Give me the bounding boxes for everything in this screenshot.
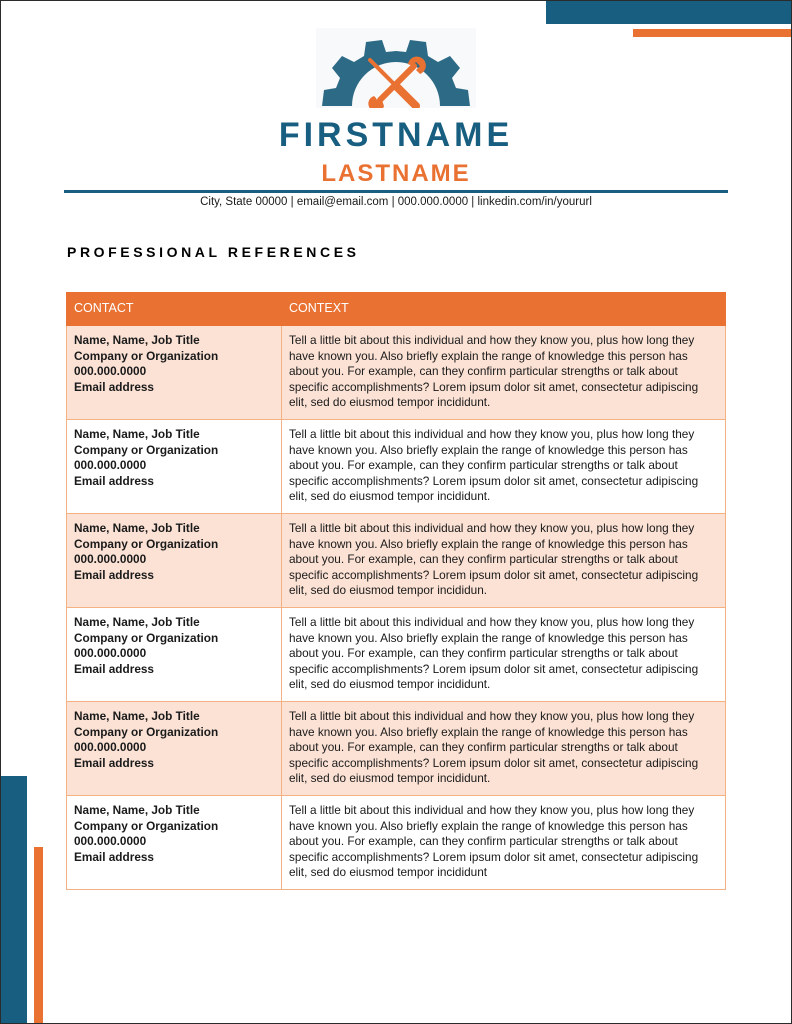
- reference-company: Company or Organization: [74, 724, 219, 739]
- contact-cell: [67, 702, 282, 796]
- context-cell: Tell a little bit about this individual and how they know you, plus how long they have known you. Also briefly explain the range of knowledge this person has about you. For example, can they confirm particular strengths or talk about specific accomplishments? Lorem ipsum dolor sit amet, consectetur adipiscing elit, sed do eiusmod tempor incididunt.: [282, 326, 726, 420]
- reference-name: Name, Name, Job Title: [74, 333, 200, 347]
- references-table: [66, 292, 726, 890]
- contact-cell: [67, 420, 282, 514]
- table-row: [67, 514, 726, 608]
- table-header-row: [67, 293, 726, 326]
- reference-email: Email address: [74, 755, 154, 770]
- reference-email: Email address: [74, 379, 154, 394]
- contact-cell: [67, 608, 282, 702]
- contact-info-line: City, State 00000 | email@email.com | 000.000.0000 | linkedin.com/in/yoururl: [200, 196, 592, 208]
- reference-name: Name, Name, Job Title: [74, 709, 200, 723]
- reference-phone: 000.000.0000: [74, 834, 147, 849]
- reference-phone: 000.000.0000: [74, 552, 147, 567]
- contact-cell: [67, 514, 282, 608]
- decorative-bar-top-blue: [546, 0, 792, 24]
- section-title: PROFESSIONAL REFERENCES: [67, 244, 360, 260]
- reference-phone: 000.000.0000: [74, 740, 147, 755]
- context-cell: Tell a little bit about this individual and how they know you, plus how long they have known you. Also briefly explain the range of knowledge this person has about you. For example, can they confirm particular strengths or talk about specific accomplishments? Lorem ipsum dolor sit amet, consectetur adipiscing elit, sed do eiusmod tempor incididunt.: [282, 420, 726, 514]
- contact-cell: [67, 326, 282, 420]
- reference-email: Email address: [74, 661, 154, 676]
- table-row: [67, 608, 726, 702]
- context-cell: Tell a little bit about this individual and how they know you, plus how long they have known you. Also briefly explain the range of knowledge this person has about you. For example, can they confirm particular strengths or talk about specific accomplishments? Lorem ipsum dolor sit amet, consectetur adipiscing elit, sed do eiusmod tempor incididun.: [282, 514, 726, 608]
- reference-company: Company or Organization: [74, 442, 219, 457]
- decorative-bar-left-blue: [0, 776, 27, 1024]
- column-header-context: CONTEXT: [282, 293, 726, 326]
- reference-email: Email address: [74, 849, 154, 864]
- column-header-contact: CONTACT: [67, 293, 282, 326]
- reference-phone: 000.000.0000: [74, 646, 147, 661]
- contact-cell: [67, 796, 282, 890]
- decorative-bar-top-orange: [633, 29, 792, 37]
- reference-company: Company or Organization: [74, 630, 219, 645]
- reference-email: Email address: [74, 567, 154, 582]
- gear-wrench-screwdriver-icon: [316, 28, 476, 108]
- reference-company: Company or Organization: [74, 818, 219, 833]
- table-row: [67, 702, 726, 796]
- reference-phone: 000.000.0000: [74, 458, 147, 473]
- reference-name: Name, Name, Job Title: [74, 803, 200, 817]
- reference-phone: 000.000.0000: [74, 364, 147, 379]
- table-row: [67, 420, 726, 514]
- header-divider: [64, 190, 728, 193]
- reference-email: Email address: [74, 473, 154, 488]
- reference-name: Name, Name, Job Title: [74, 427, 200, 441]
- reference-name: Name, Name, Job Title: [74, 615, 200, 629]
- context-cell: Tell a little bit about this individual and how they know you, plus how long they have known you. Also briefly explain the range of knowledge this person has about you. For example, can they confirm particular strengths or talk about specific accomplishments? Lorem ipsum dolor sit amet, consectetur adipiscing elit, sed do eiusmod tempor incididunt.: [282, 702, 726, 796]
- context-cell: Tell a little bit about this individual and how they know you, plus how long they have known you. Also briefly explain the range of knowledge this person has about you. For example, can they confirm particular strengths or talk about specific accomplishments? Lorem ipsum dolor sit amet, consectetur adipiscing elit, sed do eiusmod tempor incididunt: [282, 796, 726, 890]
- table-row: [67, 326, 726, 420]
- reference-company: Company or Organization: [74, 536, 219, 551]
- context-cell: Tell a little bit about this individual and how they know you, plus how long they have known you. Also briefly explain the range of knowledge this person has about you. For example, can they confirm particular strengths or talk about specific accomplishments? Lorem ipsum dolor sit amet, consectetur adipiscing elit, sed do eiusmod tempor incididunt.: [282, 608, 726, 702]
- first-name-heading: FIRSTNAME: [278, 116, 514, 154]
- decorative-bar-left-orange: [34, 847, 43, 1024]
- table-row: [67, 796, 726, 890]
- last-name-heading: LASTNAME: [321, 160, 471, 187]
- reference-name: Name, Name, Job Title: [74, 521, 200, 535]
- reference-company: Company or Organization: [74, 348, 219, 363]
